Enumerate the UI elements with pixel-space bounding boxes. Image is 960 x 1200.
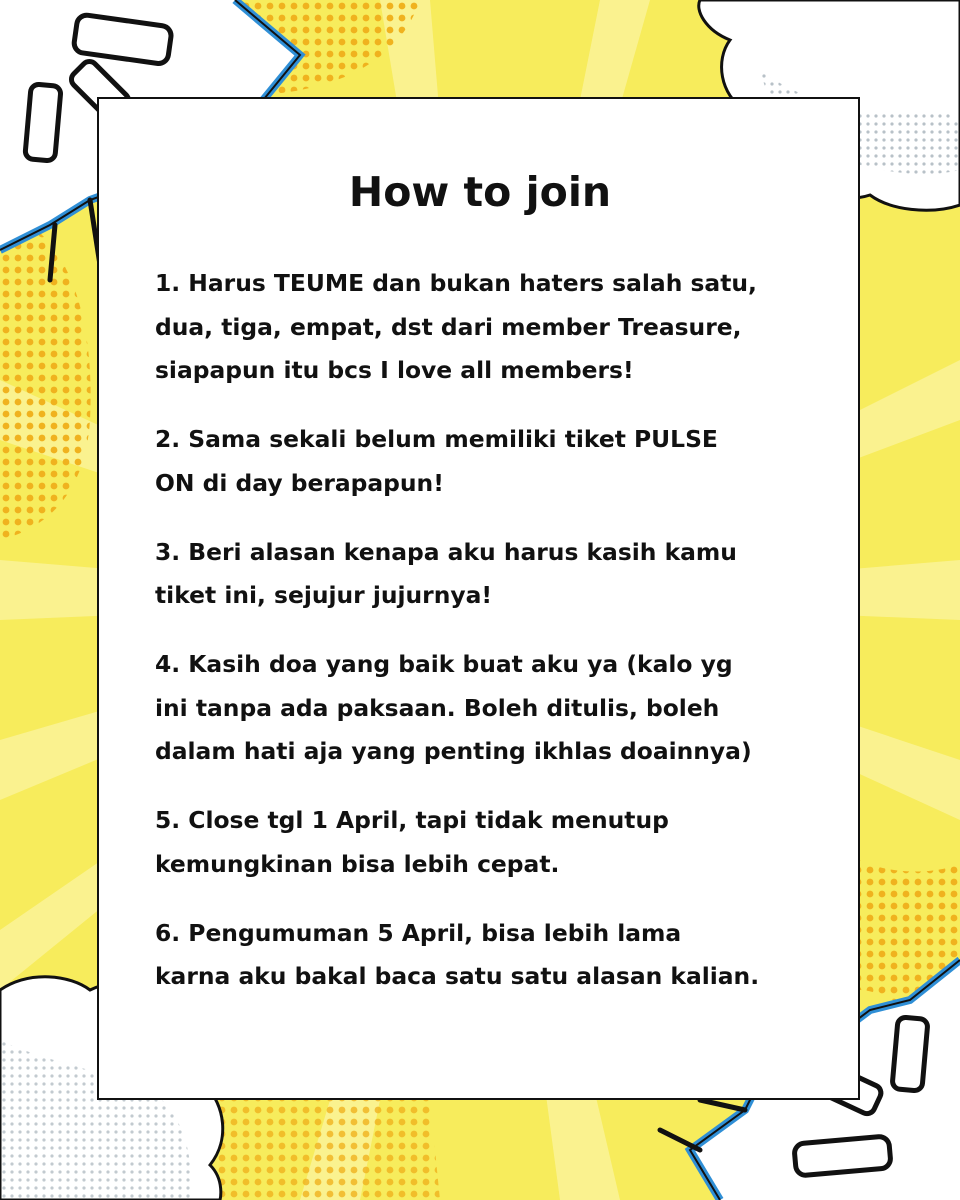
rule-line: karna aku bakal baca satu satu alasan kalian. xyxy=(155,962,760,990)
rule-line: ON di day berapapun! xyxy=(155,468,444,497)
rule-item xyxy=(155,912,855,999)
rule-line: ini tanpa ada paksaan. Boleh ditulis, boleh xyxy=(155,693,720,722)
rule-item xyxy=(155,799,855,886)
rule-line: 2. Sama sekali belum memiliki tiket PULSE xyxy=(155,425,718,453)
rule-line: 4. Kasih doa yang baik buat aku ya (kalo yg xyxy=(155,650,733,678)
rule-line: 5. Close tgl 1 April, tapi tidak menutup xyxy=(155,806,669,834)
rule-line: 6. Pengumuman 5 April, bisa lebih lama xyxy=(155,918,682,947)
rule-item xyxy=(155,643,855,774)
rules-list xyxy=(155,262,855,1024)
rule-line: dalam hati aja yang penting ikhlas doainnya) xyxy=(155,737,752,765)
page-title: How to join xyxy=(348,168,612,216)
rule-item xyxy=(155,262,855,393)
rule-line: tiket ini, sejujur jujurnya! xyxy=(155,581,493,609)
rule-item xyxy=(155,531,855,618)
rule-item xyxy=(155,418,855,505)
rule-line: 3. Beri alasan kenapa aku harus kasih kamu xyxy=(155,537,737,566)
rule-line: 1. Harus TEUME dan bukan haters salah satu, xyxy=(155,269,757,297)
rule-line: dua, tiga, empat, dst dari member Treasure, xyxy=(155,312,742,341)
rule-line: kemungkinan bisa lebih cepat. xyxy=(155,849,560,878)
rule-line: siapapun itu bcs I love all members! xyxy=(155,356,634,384)
